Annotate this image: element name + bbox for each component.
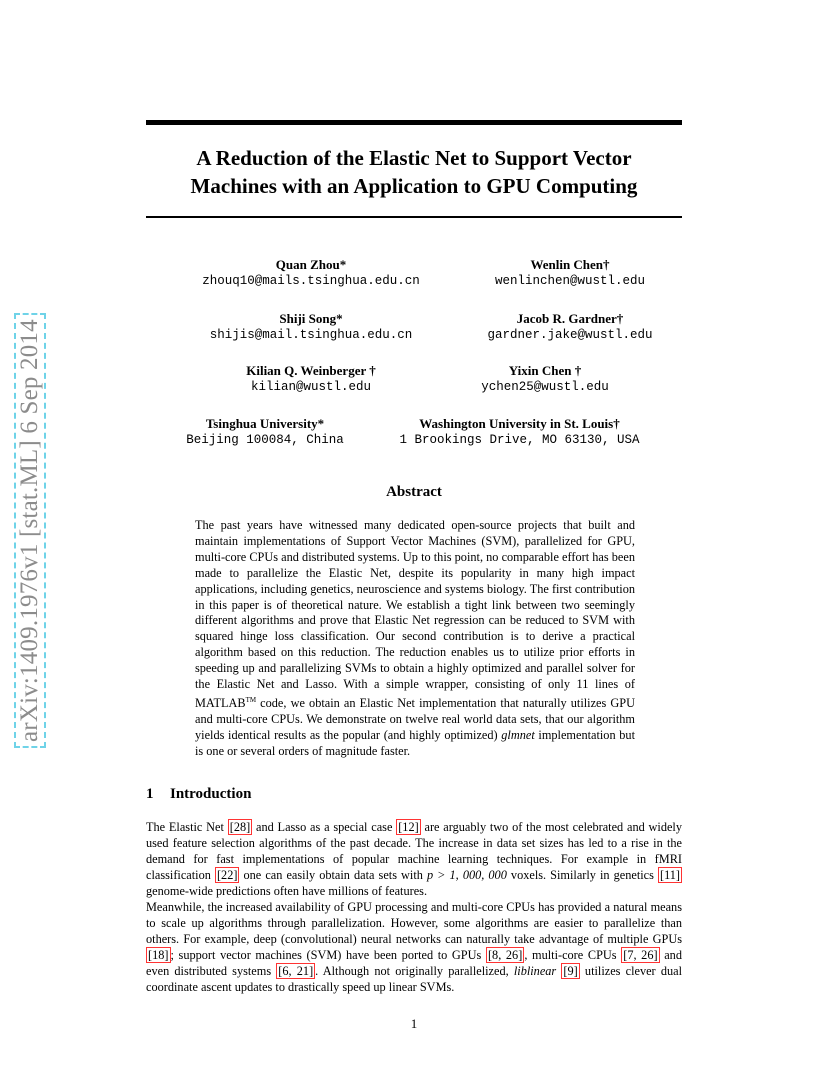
paragraph-text: , multi-core CPUs	[524, 947, 622, 962]
author-block	[176, 363, 446, 395]
trademark-mark: TM	[245, 695, 257, 704]
author-email: zhouq10@mails.tsinghua.edu.cn	[202, 274, 420, 288]
author-name: Kilian Q. Weinberger †	[246, 363, 376, 378]
paragraph-text: one can easily obtain data sets with	[239, 867, 427, 882]
author-block	[460, 257, 680, 289]
paragraph-text: utilizes clever dual coordinate ascent updates to drastically speed up linear SVMs.	[146, 963, 682, 994]
paragraph-text: and even distributed systems	[146, 947, 682, 978]
citation-link[interactable]: [22]	[216, 867, 238, 882]
author-email: ychen25@wustl.edu	[481, 380, 609, 394]
paragraph-text: genome-wide predictions often have millions of features.	[146, 883, 428, 898]
math-expression: p > 1, 000, 000	[426, 867, 507, 882]
author-email: wenlinchen@wustl.edu	[494, 274, 646, 288]
arxiv-stamp: arXiv:1409.1976v1 [stat.ML] 6 Sep 2014	[14, 313, 46, 748]
title-rule-top	[146, 120, 682, 125]
paragraph-text: The Elastic Net	[146, 820, 228, 834]
paper-title	[146, 144, 682, 200]
title-rule-bottom	[146, 216, 682, 218]
author-email: shijis@mail.tsinghua.edu.cn	[209, 328, 413, 342]
affiliation-block	[160, 416, 370, 448]
abstract-text: The past years have witnessed many dedicated open-source projects that built and maintain implementations of Support Vector Machines (SVM), parallelized for GPU, multi-core CPUs and distributed systems. Up to this point, no comparable effort has been made to parallelize the Elastic Net, despite its popularity in many high impact applications, including genetics, neuroscience and systems biology. The first contribution in this paper is of theoretical nature. We establish a tight link between two seemingly different algorithms and prove that Elastic Net regression can be reduced to SVM with squared hinge loss classification. Our second contribution is to derive a practical algorithm based on this reduction. The reduction enables us to utilize prior efforts in speeding up and parallelizing SVMs to obtain a highly optimized and parallel solver for the Elastic Net and Lasso. With a simple wrapper, consisting of only 11 lines of MATLAB	[195, 518, 635, 711]
author-name: Yixin Chen †	[508, 363, 582, 378]
citation-link[interactable]: [11]	[659, 867, 681, 882]
affiliation-name: Tsinghua University*	[205, 416, 325, 431]
citation-link[interactable]: [8, 26]	[487, 947, 523, 962]
paragraph-text: . Although not originally parallelized,	[315, 963, 514, 978]
affiliation-name: Washington University in St. Louis†	[419, 416, 620, 431]
author-name: Wenlin Chen†	[530, 257, 610, 272]
section-number: 1	[146, 786, 154, 802]
abstract-text: implementation but is one or several orders of magnitude faster.	[195, 727, 635, 758]
intro-paragraph-1	[146, 820, 682, 900]
section-title: Introduction	[170, 786, 252, 802]
author-name: Shiji Song*	[279, 311, 343, 326]
author-name: Jacob R. Gardner†	[516, 311, 624, 326]
author-block	[430, 363, 660, 395]
glmnet-term: glmnet	[501, 727, 535, 742]
abstract-text: code, we obtain an Elastic Net implementation that naturally utilizes GPU and multi-core CPUs. We demonstrate on twelve real world data sets, that our algorithm yields identical results as the popular (and highly optimized)	[195, 696, 635, 742]
paragraph-text: voxels. Similarly in genetics	[506, 867, 658, 882]
liblinear-term: liblinear	[513, 963, 557, 978]
author-block	[440, 311, 700, 343]
paragraph-text: are arguably two of the most celebrated and widely used feature selection algorithms of the past decade. The increase in data set sizes has led to a rise in the demand for fast implementations of popular machine learning techniques. For example in fMRI classification	[146, 820, 682, 882]
author-name: Quan Zhou*	[275, 257, 347, 272]
author-block	[176, 257, 446, 289]
title-line-2: Machines with an Application to GPU Computing	[190, 174, 638, 198]
author-email: kilian@wustl.edu	[250, 380, 372, 394]
citation-link[interactable]: [7, 26]	[623, 947, 658, 962]
paragraph-text: ; support vector machines (SVM) have been ported to GPUs	[170, 947, 486, 962]
paragraph-text: and Lasso as a special case	[252, 820, 397, 834]
intro-paragraph-2	[146, 900, 682, 995]
page-number: 1	[410, 1016, 418, 1031]
abstract-body	[195, 518, 635, 760]
citation-link[interactable]: [6, 21]	[278, 963, 314, 978]
abstract-heading: Abstract	[386, 484, 442, 500]
affiliation-block	[382, 416, 657, 448]
paragraph-text: Meanwhile, the increased availability of GPU processing and multi-core CPUs has provided a natural means to scale up algorithms through parallelization. However, some algorithms are easier to parallelize than others. For example, deep (convolutional) neural networks can naturally take advantage of multiple GPUs	[146, 900, 682, 946]
citation-link[interactable]: [12]	[398, 820, 419, 834]
citation-link[interactable]: [9]	[563, 963, 578, 978]
section-heading	[146, 786, 682, 803]
citation-link[interactable]: [28]	[229, 820, 251, 834]
author-block	[176, 311, 446, 343]
affiliation-address: 1 Brookings Drive, MO 63130, USA	[399, 433, 640, 447]
affiliation-address: Beijing 100084, China	[186, 433, 344, 447]
author-email: gardner.jake@wustl.edu	[487, 328, 653, 342]
title-line-1: A Reduction of the Elastic Net to Support Vector	[196, 146, 632, 170]
citation-link[interactable]: [18]	[148, 947, 169, 962]
